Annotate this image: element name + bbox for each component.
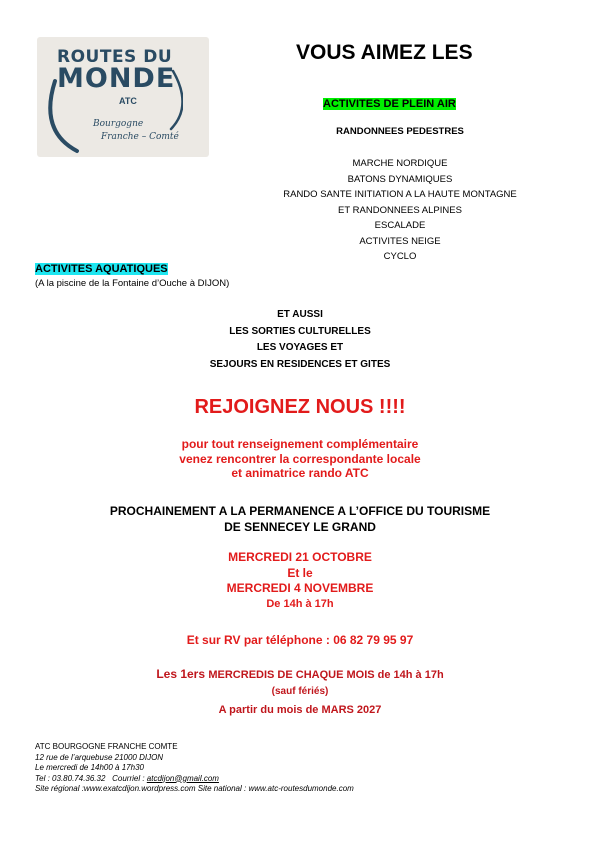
footer-hours: Le mercredi de 14h00 à 17h30 xyxy=(35,763,144,772)
activity-neige: ACTIVITES NEIGE xyxy=(359,235,441,247)
permanence-block xyxy=(50,503,550,535)
info-line1: venez rencontrer la correspondante locale xyxy=(179,451,421,466)
activity-rando-sante: RANDO SANTE INITIATION A LA HAUTE MONTAGNE xyxy=(283,189,517,200)
aquatiques-subtitle: (A la piscine de la Fontaine d’Ouche à DIJON) xyxy=(35,278,230,289)
date-2: MERCREDI 4 NOVEMBRE xyxy=(226,581,374,595)
date-1: MERCREDI 21 OCTOBRE xyxy=(228,550,372,564)
monthly-line1-a: Les 1ers xyxy=(156,667,206,681)
cta-rejoignez: REJOIGNEZ NOUS !!!! xyxy=(194,396,406,418)
logo-line2: MONDE xyxy=(57,63,176,94)
dates-block xyxy=(150,550,450,612)
info-line2: et animatrice rando ATC xyxy=(231,466,369,480)
date-hours: De 14h à 17h xyxy=(266,597,334,610)
logo-line3: ATC xyxy=(119,96,137,106)
et-aussi-block xyxy=(150,307,450,373)
footer-sites: Site régional :www.exatcdijon.wordpress.com Site national : www.atc-routesdumonde.com xyxy=(35,784,354,793)
plein-air-title-text: ACTIVITES DE PLEIN AIR xyxy=(323,98,456,110)
footer-tel: Tel : 03.80.74.36.32 xyxy=(35,773,106,783)
logo-line1: ROUTES DU xyxy=(57,47,173,67)
rv-telephone: Et sur RV par téléphone : 06 82 79 95 97 xyxy=(186,633,414,647)
plein-air-title xyxy=(322,97,457,111)
info-line0: pour tout renseignement complémentaire xyxy=(181,437,419,451)
logo-region1: Bourgogne xyxy=(93,119,144,129)
date-connector: Et le xyxy=(287,565,313,580)
et-aussi-line1: LES SORTIES CULTURELLES xyxy=(229,325,371,337)
monthly-line1-b: MERCREDIS DE CHAQUE MOIS de 14h à 17h xyxy=(208,669,444,681)
info-block xyxy=(100,437,500,481)
monthly-line3: A partir du mois de MARS 2027 xyxy=(218,704,382,716)
footer xyxy=(35,742,354,795)
footer-org: ATC BOURGOGNE FRANCHE COMTE xyxy=(35,742,178,751)
footer-contact xyxy=(35,774,354,785)
activity-cyclo: CYCLO xyxy=(383,251,417,262)
footer-mail-label: Courriel : xyxy=(112,773,145,783)
activity-randonnees: RANDONNEES PEDESTRES xyxy=(336,126,464,137)
aquatiques-title xyxy=(35,262,168,276)
et-aussi-line2: LES VOYAGES ET xyxy=(256,342,344,353)
activity-alpines: ET RANDONNEES ALPINES xyxy=(338,204,462,216)
monthly-line1 xyxy=(80,667,520,681)
permanence-line0: PROCHAINEMENT A LA PERMANENCE A L’OFFICE DU TOURISME xyxy=(109,504,491,518)
logo-routes-du-monde xyxy=(37,37,209,157)
monthly-line2: (sauf fériés) xyxy=(271,686,329,697)
et-aussi-line3: SEJOURS EN RESIDENCES ET GITES xyxy=(209,358,391,370)
et-aussi-line0: ET AUSSI xyxy=(277,309,323,320)
permanence-line1: DE SENNECEY LE GRAND xyxy=(224,520,376,534)
headline: VOUS AIMEZ LES xyxy=(296,41,473,64)
aquatiques-title-text: ACTIVITES AQUATIQUES xyxy=(35,263,168,275)
logo-region2: Franche – Comté xyxy=(101,132,179,142)
footer-address: 12 rue de l’arquebuse 21000 DIJON xyxy=(35,752,164,762)
activity-list xyxy=(200,156,600,265)
footer-mail-link[interactable]: atcdijon@gmail.com xyxy=(146,773,219,783)
activity-marche-nordique: MARCHE NORDIQUE xyxy=(352,158,448,169)
activity-escalade: ESCALADE xyxy=(374,220,426,231)
activity-batons: BATONS DYNAMIQUES xyxy=(347,173,453,185)
